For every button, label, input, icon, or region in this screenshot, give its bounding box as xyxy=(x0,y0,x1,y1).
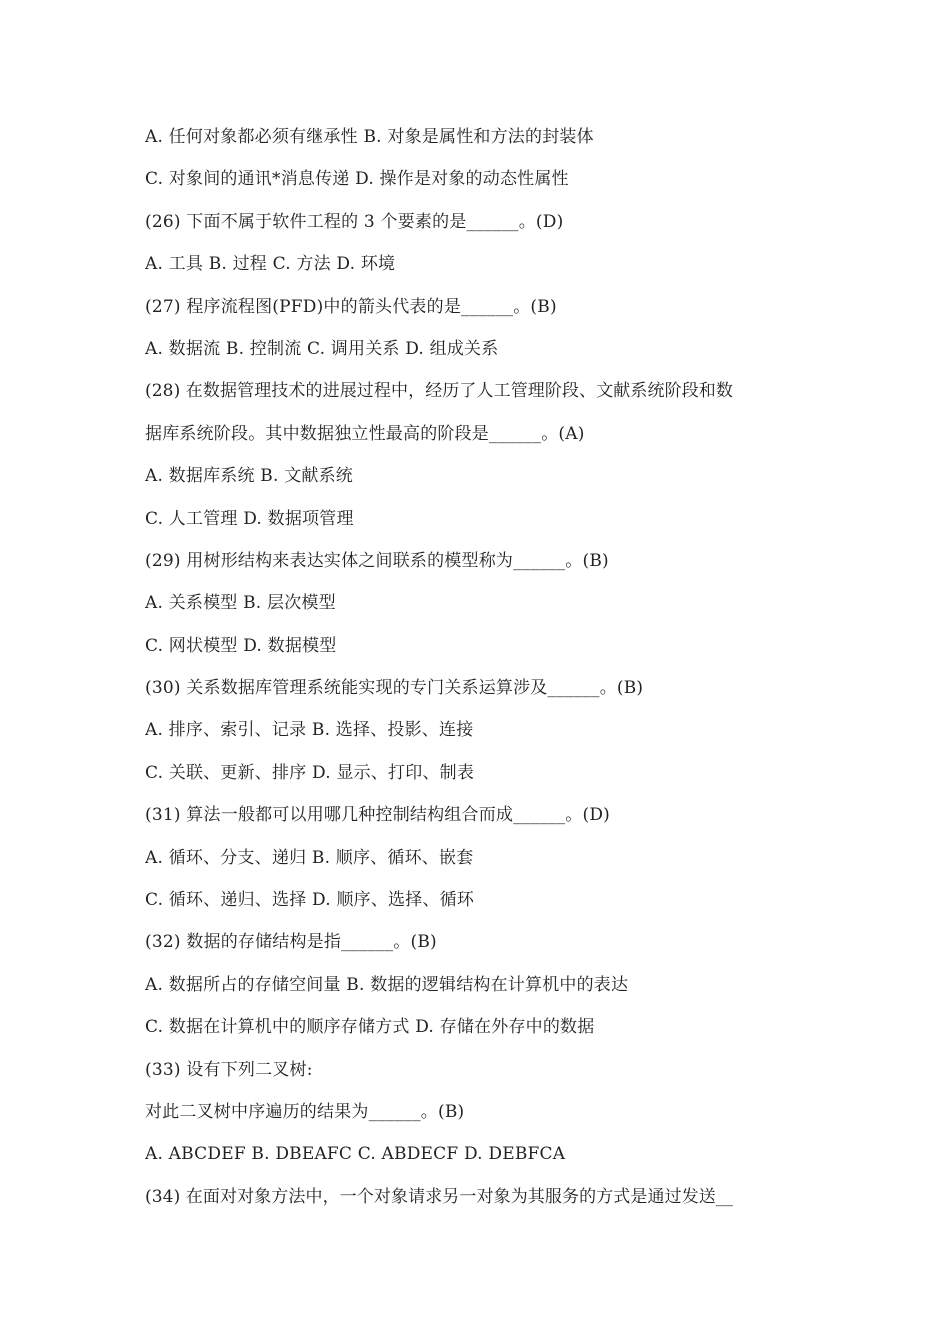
question-32: (32) 数据的存储结构是指______。(B) xyxy=(145,932,437,953)
question-28-line-1: (28) 在数据管理技术的进展过程中，经历了人工管理阶段、文献系统阶段和数 xyxy=(145,381,733,402)
options-q32-ab: A. 数据所占的存储空间量 B. 数据的逻辑结构在计算机中的表达 xyxy=(145,974,629,995)
text-line-option-ab-q25: A. 任何对象都必须有继承性 B. 对象是属性和方法的封装体 xyxy=(145,127,594,147)
options-q30-ab: A. 排序、索引、记录 B. 选择、投影、连接 xyxy=(145,720,474,741)
options-q31-ab: A. 循环、分支、递归 B. 顺序、循环、嵌套 xyxy=(145,847,474,868)
options-q30-cd: C. 关联、更新、排序 D. 显示、打印、制表 xyxy=(145,762,475,783)
question-28-line-2: 据库系统阶段。其中数据独立性最高的阶段是______。(A) xyxy=(145,423,585,444)
question-26: (26) 下面不属于软件工程的 3 个要素的是______。(D) xyxy=(145,211,564,232)
question-33-prompt: 对此二叉树中序遍历的结果为______。(B) xyxy=(145,1101,465,1122)
question-27: (27) 程序流程图(PFD)中的箭头代表的是______。(B) xyxy=(145,296,557,317)
question-30: (30) 关系数据库管理系统能实现的专门关系运算涉及______。(B) xyxy=(145,678,644,699)
question-29: (29) 用树形结构来表达实体之间联系的模型称为______。(B) xyxy=(145,550,609,571)
options-q29-ab: A. 关系模型 B. 层次模型 xyxy=(145,593,336,614)
exam-questions-text xyxy=(145,116,815,1218)
options-q28-cd: C. 人工管理 D. 数据项管理 xyxy=(145,508,354,529)
options-q32-cd: C. 数据在计算机中的顺序存储方式 D. 存储在外存中的数据 xyxy=(145,1017,595,1038)
options-q31-cd: C. 循环、递归、选择 D. 顺序、选择、循环 xyxy=(145,890,475,911)
options-q28-ab: A. 数据库系统 B. 文献系统 xyxy=(145,466,353,487)
text-line-option-cd-q25: C. 对象间的通讯*消息传递 D. 操作是对象的动态性属性 xyxy=(145,169,569,190)
options-q27: A. 数据流 B. 控制流 C. 调用关系 D. 组成关系 xyxy=(145,338,499,359)
options-q33: A. ABCDEF B. DBEAFC C. ABDECF D. DEBFCA xyxy=(145,1144,566,1165)
question-33: (33) 设有下列二叉树: xyxy=(145,1059,313,1080)
options-q26: A. 工具 B. 过程 C. 方法 D. 环境 xyxy=(145,254,396,275)
options-q29-cd: C. 网状模型 D. 数据模型 xyxy=(145,635,337,656)
question-31: (31) 算法一般都可以用哪几种控制结构组合而成______。(D) xyxy=(145,805,610,826)
question-34: (34) 在面对对象方法中，一个对象请求另一对象为其服务的方式是通过发送__ xyxy=(145,1186,734,1207)
